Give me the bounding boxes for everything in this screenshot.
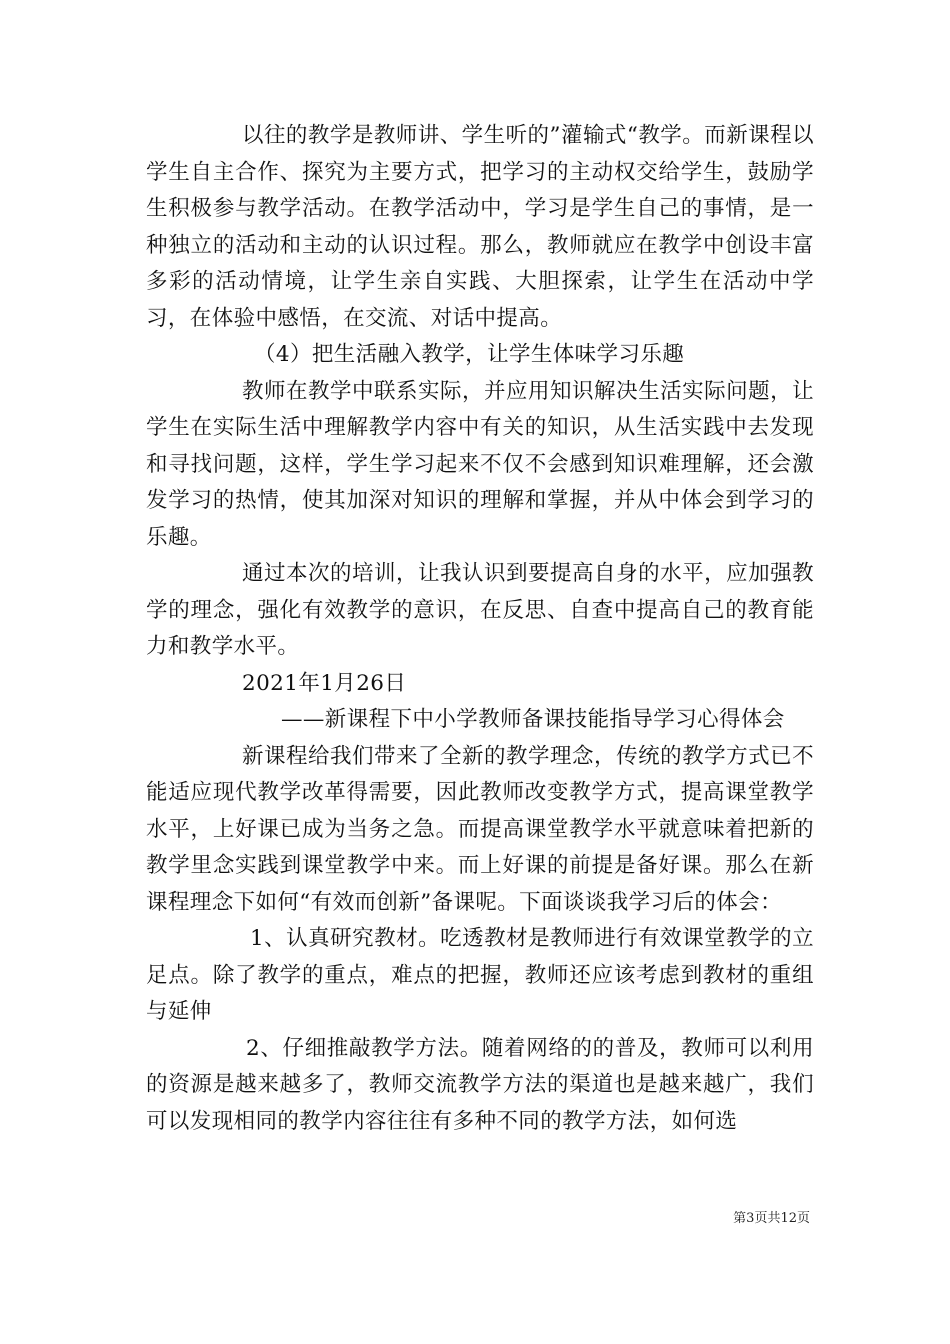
date-line: 2021年1月26日 xyxy=(242,670,407,696)
point-1-study-textbook: 1、认真研究教材。吃透教材是教师进行有效课堂教学的立足点。除了教学的重点，难点的把握，教师还应该考虑到教材的重组与延伸 xyxy=(146,926,814,1024)
article-subtitle: ——新课程下中小学教师备课技能指导学习心得体会 xyxy=(281,707,785,732)
point-2-teaching-methods: 2、仔细推敲教学方法。随着网络的的普及，教师可以利用的资源是越来越多了，教师交流教学方法的渠道也是越来越广，我们可以发现相同的教学内容往往有多种不同的教学方法，如何选 xyxy=(146,1035,814,1134)
page-number-footer: 第3页共12页 xyxy=(733,1211,810,1226)
body-text xyxy=(146,118,814,1140)
paragraph-teaching-mode: 以往的教学是教师讲、学生听的”灌输式“教学。而新课程以学生自主合作、探究为主要方式，把学习的主动权交给学生，鼓励学生积极参与教学活动。在教学活动中，学习是学生自己的事情，是一种独立的活动和主动的认识过程。那么，教师就应在教学中创设丰富多彩的活动情境，让学生亲自实践、大胆探索，让学生在活动中学习，在体验中感悟，在交流、对话中提高。 xyxy=(146,123,814,331)
paragraph-training-summary: 通过本次的培训，让我认识到要提高自身的水平，应加强教学的理念，强化有效教学的意识，在反思、自查中提高自己的教育能力和教学水平。 xyxy=(146,561,814,659)
section-heading-4: （4）把生活融入教学，让学生体味学习乐趣 xyxy=(254,342,685,367)
paragraph-new-curriculum: 新课程给我们带来了全新的教学理念，传统的教学方式已不能适应现代教学改革得需要，因此教师改变教学方式，提高课堂教学水平，上好课已成为当务之急。而提高课堂教学水平就意味着把新的教学里念实践到课堂教学中来。而上好课的前提是备好课。那么在新课程理念下如何“有效而创新”备课呢。下面谈谈我学习后的体会： xyxy=(146,743,814,915)
paragraph-life-teaching: 教师在教学中联系实际，并应用知识解决生活实际问题，让学生在实际生活中理解教学内容中有关的知识，从生活实践中去发现和寻找问题，这样，学生学习起来不仅不会感到知识难理解，还会激发学习的热情，使其加深对知识的理解和掌握，并从中体会到学习的乐趣。 xyxy=(146,378,814,550)
